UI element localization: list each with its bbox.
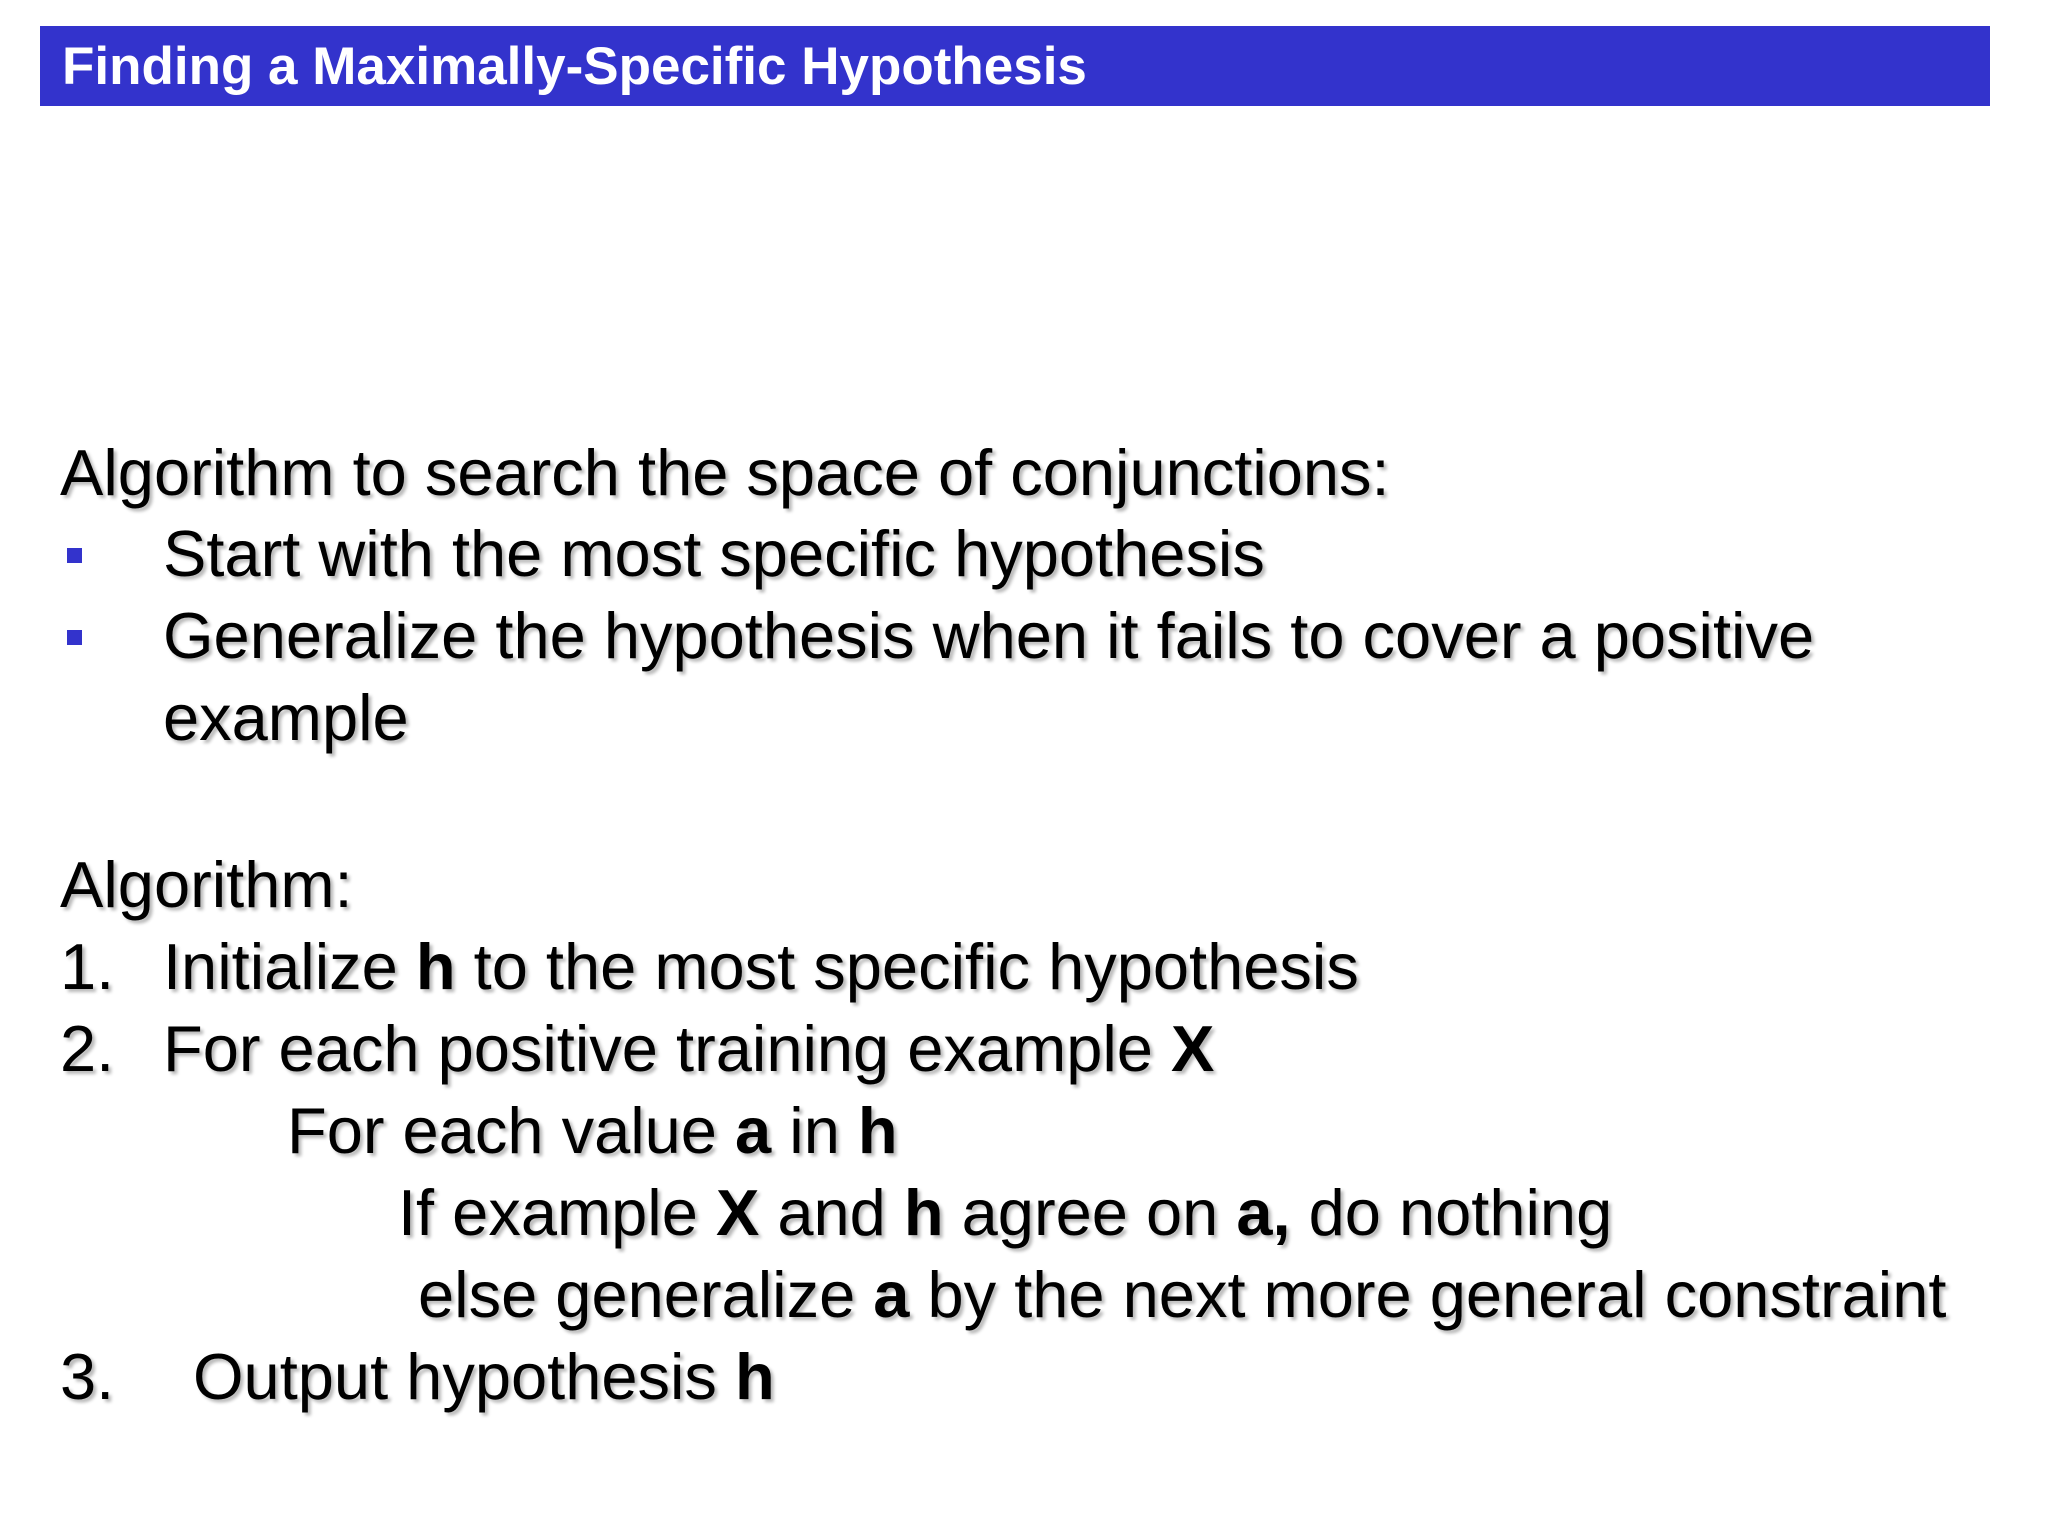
slide-title: Finding a Maximally-Specific Hypothesis xyxy=(62,36,1087,96)
step-3-number: 3. xyxy=(60,1340,115,1413)
intro-heading: Algorithm to search the space of conjunctions: xyxy=(60,436,1390,509)
intro-bullet-2: Generalize the hypothesis when it fails to cover a positive xyxy=(163,599,1815,672)
step-3-text: Output hypothesis h xyxy=(193,1340,775,1413)
intro-bullet-1: Start with the most specific hypothesis xyxy=(163,517,1265,590)
step-2-else: else generalize a by the next more general constraint xyxy=(418,1258,1947,1331)
square-bullet-icon xyxy=(67,630,82,645)
algorithm-heading: Algorithm: xyxy=(60,848,353,921)
step-2-number: 2. xyxy=(60,1012,115,1085)
square-bullet-icon xyxy=(67,548,82,563)
step-2-inner-loop: For each value a in h xyxy=(287,1094,898,1167)
step-1-number: 1. xyxy=(60,930,115,1003)
step-1-text: Initialize h to the most specific hypothesis xyxy=(163,930,1359,1003)
step-2-text: For each positive training example X xyxy=(163,1012,1215,1085)
step-2-condition: If example X and h agree on a, do nothing xyxy=(398,1176,1613,1249)
intro-bullet-2-continued: example xyxy=(163,681,409,754)
